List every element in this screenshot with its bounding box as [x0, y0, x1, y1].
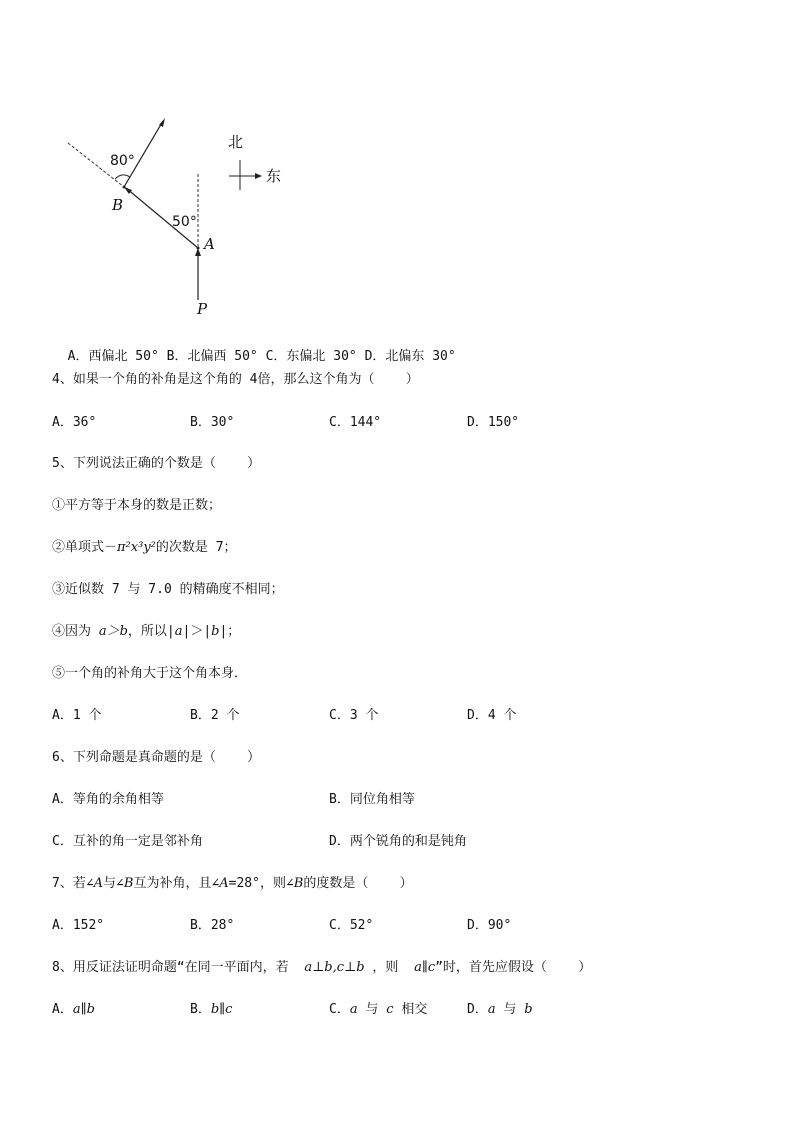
q8-math1: a⊥b,c⊥b	[304, 960, 365, 975]
q5-statement-2	[52, 539, 237, 557]
q3-option-a: A．西偏北 50°	[67, 349, 159, 364]
q4-option-c: C．144°	[329, 415, 382, 430]
q4-option-b: B．30°	[190, 415, 235, 430]
q4-option-d: D．150°	[467, 415, 520, 430]
q8-option-c	[329, 1001, 427, 1019]
q7-option-a: A．152°	[52, 918, 105, 933]
q6-option-b: B．同位角相等	[329, 792, 415, 807]
segment-ab-arrowhead	[124, 187, 132, 194]
q5-statement-3: ③近似数 7 与 7.0 的精确度不相同；	[52, 582, 284, 597]
point-a-label: A	[204, 235, 215, 253]
q5-option-c: C．3 个	[329, 708, 379, 723]
point-b-label: B	[112, 196, 124, 214]
label-east: 东	[266, 167, 282, 185]
q5-s4-mid2: |＞|	[182, 624, 212, 639]
q8-opt-a-pre: A．	[52, 1002, 73, 1017]
q8-opt-c-mid: 与	[357, 1002, 387, 1017]
q5-statement-5: ⑤一个角的补角大于这个角本身．	[52, 666, 248, 681]
point-b-dot	[123, 186, 126, 189]
q5-s4-math3: b	[211, 624, 220, 639]
q7-option-d: D．90°	[467, 918, 512, 933]
q5-option-b: B．2 个	[190, 708, 240, 723]
q8-option-b	[190, 1001, 232, 1019]
angle-80-label: 80°	[110, 153, 135, 169]
q6-stem: 6、下列命题是真命题的是（ ）	[52, 750, 261, 765]
q5-s2-math: π²x³y²	[117, 540, 156, 555]
q4-stem: 4、如果一个角的补角是这个角的 4倍，那么这个角为（ ）	[52, 372, 419, 387]
q5-s4-pre: ④因为	[52, 624, 99, 639]
q6-option-d: D．两个锐角的和是钝角	[329, 834, 467, 849]
q5-s2-post: 的次数是 7；	[155, 540, 237, 555]
q8-opt-d-a: a	[487, 1002, 496, 1017]
q7-b2: B	[293, 876, 304, 891]
q8-opt-c-a: a	[349, 1002, 358, 1017]
q3-option-c: C．东偏北 30°	[265, 349, 357, 364]
q3-options	[52, 330, 456, 366]
q8-stem	[52, 959, 591, 977]
q7-post: 的度数是（ ）	[303, 876, 413, 891]
q5-s4-post: |；	[219, 624, 241, 639]
q5-stem: 5、下列说法正确的个数是（ ）	[52, 456, 261, 471]
q6-option-c: C．互补的角一定是邻补角	[52, 834, 203, 849]
q8-post: ”时，首先应假设（ ）	[435, 960, 592, 975]
compass-east-arrowhead	[255, 173, 262, 179]
q7-mid2: 互为补角，且∠	[133, 876, 220, 891]
q8-mid: ，则	[364, 960, 415, 975]
q3-option-d: D．北偏东 30°	[364, 349, 456, 364]
q8-math2: a∥c	[414, 960, 436, 975]
q7-a2: A	[219, 876, 229, 891]
q5-statement-4	[52, 623, 240, 641]
q5-option-d: D．4 个	[467, 708, 517, 723]
angle-50-label: 50°	[172, 214, 197, 230]
point-a-dot	[197, 247, 200, 250]
q7-mid3: =28°，则∠	[228, 876, 294, 891]
q8-pre: 8、用反证法证明命题“在同一平面内，若	[52, 960, 305, 975]
q5-s4-math2: a	[174, 624, 183, 639]
q4-option-a: A．36°	[52, 415, 97, 430]
q8-opt-d-pre: D．	[467, 1002, 488, 1017]
q5-s2-pre: ②单项式－	[52, 540, 118, 555]
q7-option-b: B．28°	[190, 918, 235, 933]
q5-option-a: A．1 个	[52, 708, 102, 723]
q8-opt-a-math: a∥b	[72, 1002, 95, 1017]
angle-arc-80	[115, 175, 130, 179]
q8-opt-c-c: c	[386, 1002, 394, 1017]
q8-opt-b-pre: B．	[190, 1002, 211, 1017]
q8-opt-b-math: b∥c	[210, 1002, 233, 1017]
q3-option-b: B．北偏西 50°	[166, 349, 258, 364]
q5-statement-1: ①平方等于本身的数是正数；	[52, 498, 222, 513]
point-p-label: P	[197, 300, 208, 318]
q8-opt-c-post: 相交	[393, 1002, 428, 1017]
q5-s4-mid: ，所以|	[127, 624, 175, 639]
q8-option-d	[467, 1001, 533, 1019]
q7-option-c: C．52°	[329, 918, 374, 933]
q8-opt-d-mid: 与	[495, 1002, 525, 1017]
q5-s4-math1: a＞b	[98, 624, 128, 639]
q7-pre: 7、若∠	[52, 876, 94, 891]
q6-option-a: A．等角的余角相等	[52, 792, 164, 807]
q7-a1: A	[93, 876, 104, 891]
q8-opt-d-b: b	[524, 1002, 533, 1017]
q7-stem	[52, 875, 413, 893]
label-north: 北	[228, 133, 244, 151]
q7-mid1: 与∠	[103, 876, 124, 891]
q8-opt-c-pre: C．	[329, 1002, 350, 1017]
q7-b1: B	[123, 876, 134, 891]
q8-option-a	[52, 1001, 95, 1019]
